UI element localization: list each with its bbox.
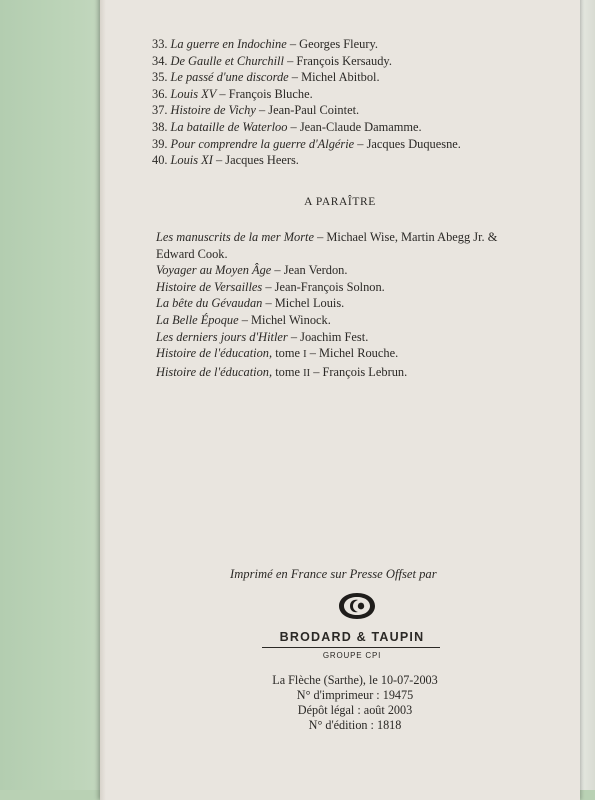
imprint-printer-number: N° d'imprimeur : 19475 — [296, 688, 414, 702]
list-item: 36. Louis XV – François Bluche. — [152, 86, 313, 101]
list-item: 34. De Gaulle et Churchill – François Kersaudy. — [152, 53, 392, 68]
book-page — [100, 0, 580, 800]
green-background — [0, 0, 110, 790]
list-item: Histoire de l'éducation, tome I – Michel Rouche. — [156, 346, 399, 361]
list-item: Voyager au Moyen Âge – Jean Verdon. — [156, 263, 348, 278]
list-item: 33. La guerre en Indochine – Georges Fleury. — [152, 37, 378, 51]
list-item: La Belle Époque – Michel Winock. — [156, 312, 331, 327]
list-item: 40. Louis XI – Jacques Heers. — [152, 153, 299, 168]
imprint-edition-number: N° d'édition : 1818 — [308, 718, 402, 732]
imprint-legal-deposit: Dépôt légal : août 2003 — [297, 703, 413, 717]
imprint-place-date: La Flèche (Sarthe), le 10-07-2003 — [272, 673, 438, 687]
list-item: Les derniers jours d'Hitler – Joachim Fest. — [156, 329, 369, 344]
numbered-title-list — [152, 36, 461, 169]
list-item: 37. Histoire de Vichy – Jean-Paul Cointet. — [152, 103, 360, 118]
imprint-block — [250, 673, 460, 733]
list-item: 39. Pour comprendre la guerre d'Algérie – Jacques Duquesne. — [152, 136, 461, 151]
list-item: Histoire de l'éducation, tome II – François Lebrun. — [156, 364, 408, 379]
list-item: Histoire de Versailles – Jean-François Solnon. — [156, 279, 385, 294]
upcoming-title-list — [156, 229, 556, 382]
publisher-group: GROUPE CPI — [322, 651, 382, 660]
list-item: 35. Le passé d'une discorde – Michel Abitbol. — [152, 70, 380, 85]
brodard-taupin-logo-icon — [338, 592, 376, 620]
publisher-rule — [262, 647, 440, 648]
list-item: La bête du Gévaudan – Michel Louis. — [156, 296, 345, 311]
publisher-name: BRODARD & TAUPIN — [279, 630, 425, 644]
list-item: 38. La bataille de Waterloo – Jean-Claude Damamme. — [152, 119, 422, 134]
list-item: Les manuscrits de la mer Morte – Michael Wise, Martin Abegg Jr. & Edward Cook. — [156, 230, 498, 261]
section-heading: A PARAÎTRE — [304, 196, 376, 208]
printed-in-line: Imprimé en France sur Presse Offset par — [230, 567, 437, 581]
